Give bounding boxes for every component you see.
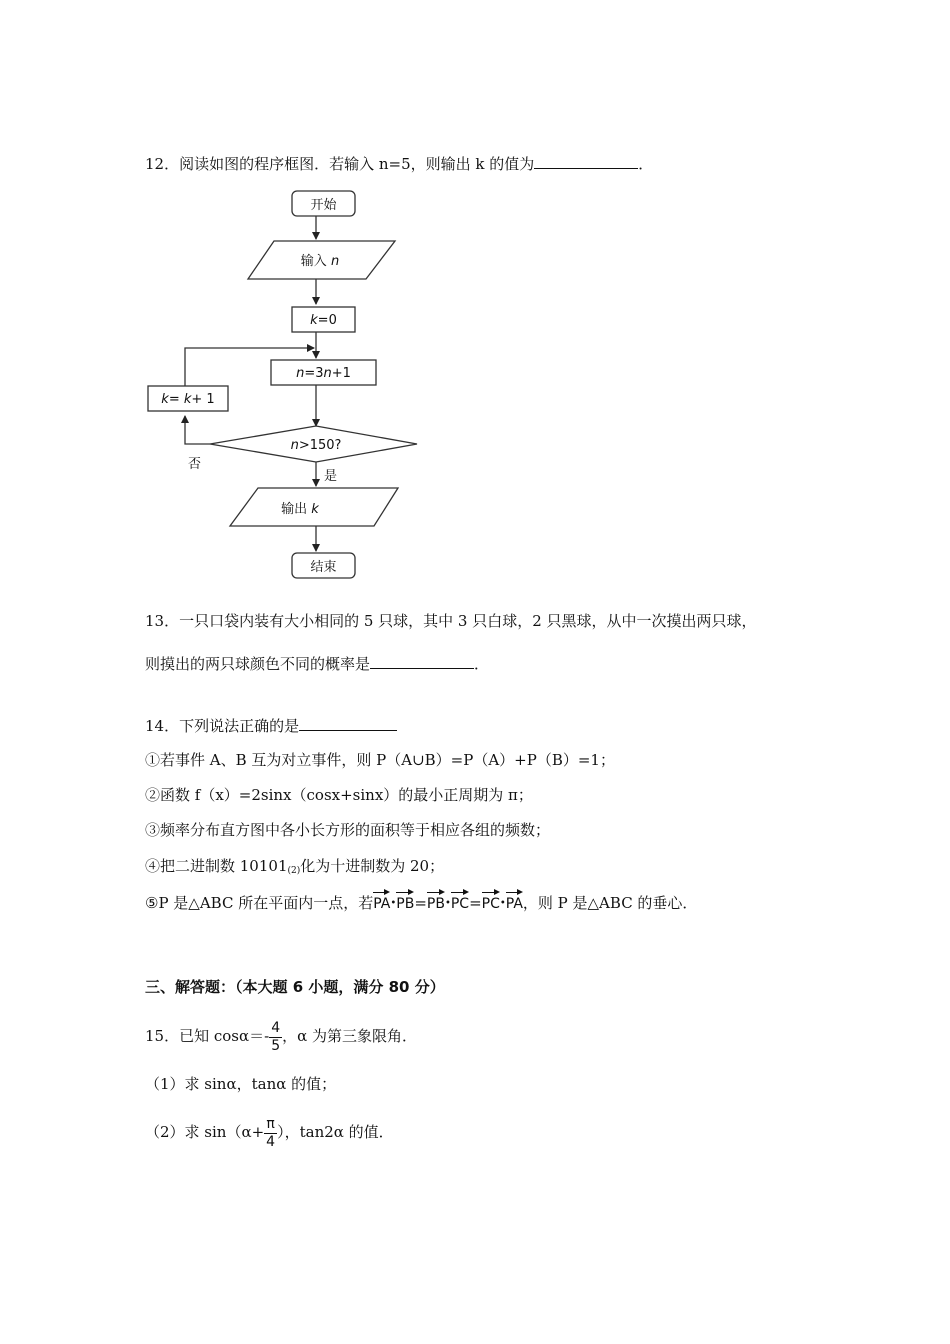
flowchart-assign-label: n=3n+1 xyxy=(296,366,351,381)
statement-5-part-b: ，则 P 是△ABC 的垂心． xyxy=(522,894,698,912)
question-12 xyxy=(145,152,653,174)
flowchart-yes-label: 是 xyxy=(324,469,338,484)
statement-5: ⑤P 是△ABC 所在平面内一点，若PA•PB=PB•PC=PC•PA，则 P 是△ABC 的垂心． xyxy=(145,891,697,914)
flowchart-init-label: k=0 xyxy=(310,313,337,328)
vector-pa: PA xyxy=(506,891,523,914)
fraction-pi-4: $\frac{\pi}{4}$ xyxy=(266,1115,276,1150)
flowchart-no-label: 否 xyxy=(188,457,202,472)
flowchart-no-branch xyxy=(185,416,210,444)
section-3-heading: 三、解答题：（本大题 6 小题，满分 80 分） xyxy=(145,978,445,996)
flowchart-end-label: 结束 xyxy=(310,560,337,575)
flowchart-increment-label: k= k+ 1 xyxy=(161,392,215,407)
statement-4-part-a: ④把二进制数 10101 xyxy=(145,857,288,875)
binary-subscript: (2) xyxy=(287,866,301,876)
statement-4 xyxy=(145,856,444,881)
statement-5-part-a: ⑤P 是△ABC 所在平面内一点，若 xyxy=(145,894,374,912)
question-13-end: ． xyxy=(474,655,490,673)
question-13-text: 则摸出的两只球颜色不同的概率是 xyxy=(145,655,371,673)
fraction-4-5: $\frac{4}{5}$ xyxy=(271,1019,281,1054)
flowchart-start-label: 开始 xyxy=(310,198,337,213)
question-15-stem xyxy=(145,1016,417,1056)
statement-2: ②函数 f（x）=2sinx（cosx+sinx）的最小正周期为 π； xyxy=(145,786,533,804)
vector-pb: PB xyxy=(427,891,445,914)
question-13-line1: 13．一只口袋内装有大小相同的 5 只球，其中 3 只白球，2 只黑球，从中一次摸出两只球， xyxy=(145,612,757,630)
flowchart-input-label: 输入 n xyxy=(300,254,340,269)
question-13-line2 xyxy=(145,652,489,674)
answer-blank-14[interactable] xyxy=(299,714,397,731)
vector-pa: PA xyxy=(373,891,390,914)
question-15-part-2-b: ），tan2α 的值． xyxy=(277,1123,394,1141)
answer-blank-12[interactable] xyxy=(534,152,638,169)
question-12-text: 12．阅读如图的程序框图．若输入 n=5，则输出 k 的值为 xyxy=(145,155,535,173)
vector-pc: PC xyxy=(451,891,469,914)
question-12-end: ． xyxy=(638,155,654,173)
flowchart-decision-label: n>150? xyxy=(290,438,342,453)
question-15-part-2-a: （2）求 sin（α+ xyxy=(145,1123,265,1141)
question-14-stem xyxy=(145,714,397,736)
question-15-part-1: （1）求 sinα，tanα 的值； xyxy=(145,1075,337,1093)
vector-pb: PB xyxy=(396,891,414,914)
flowchart-output-label: 输出 k xyxy=(281,502,319,517)
vector-pc: PC xyxy=(482,891,500,914)
statement-3: ③频率分布直方图中各小长方形的面积等于相应各组的频数； xyxy=(145,821,551,839)
statement-4-part-b: 化为十进制数为 20； xyxy=(300,857,445,875)
question-14-text: 14．下列说法正确的是 xyxy=(145,717,300,735)
answer-blank-13[interactable] xyxy=(370,652,474,669)
question-15-part-a: 15．已知 cosα＝- xyxy=(145,1027,270,1045)
question-15-part-2 xyxy=(145,1110,394,1154)
flowchart xyxy=(140,185,440,585)
question-15-part-b: ，α 为第三象限角． xyxy=(282,1027,418,1045)
statement-1: ①若事件 A、B 互为对立事件，则 P（A∪B）=P（A）+P（B）=1； xyxy=(145,751,615,769)
